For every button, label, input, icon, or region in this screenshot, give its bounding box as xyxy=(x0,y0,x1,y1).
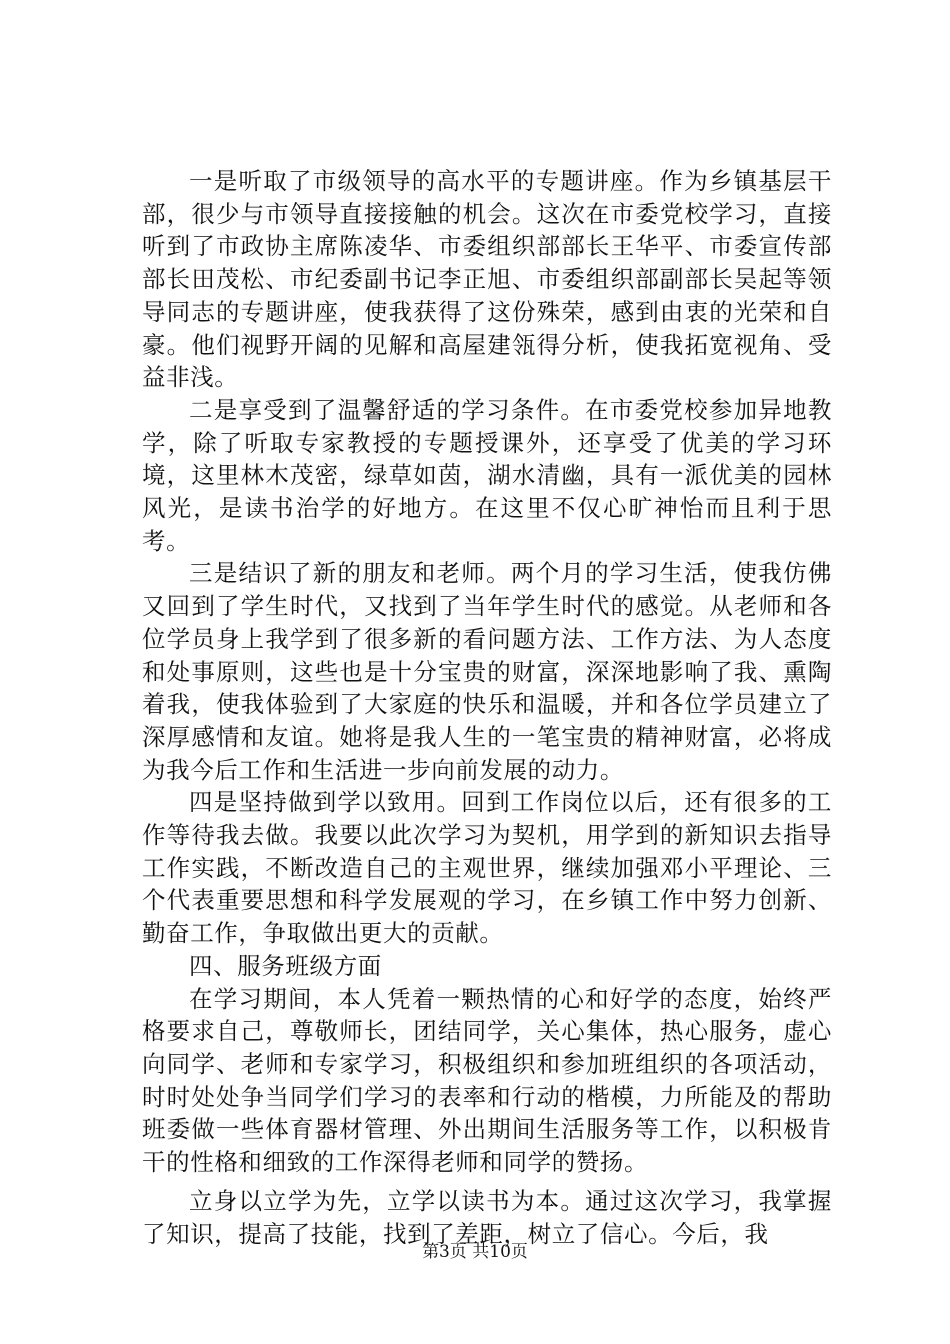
paragraph-conclusion: 立身以立学为先，立学以读书为本。通过这次学习，我掌握了知识，提高了技能，找到了差距，树立了信心。今后，我 xyxy=(142,1186,832,1248)
paragraph-class-service: 在学习期间，本人凭着一颗热情的心和好学的态度，始终严格要求自己，尊敬师长，团结同学，关心集体，热心服务，虚心向同学、老师和专家学习，积极组织和参加班组织的各项活动，时时处处争当同学们学习的表率和行动的楷模，力所能及的帮助班委做一些体育器材管理、外出期间生活服务等工作，以积极肯干的性格和细致的工作深得老师和同学的赞扬。 xyxy=(142,984,832,1177)
paragraph-friends-teachers: 三是结识了新的朋友和老师。两个月的学习生活，使我仿佛又回到了学生时代，又找到了当年学生时代的感觉。从老师和各位学员身上我学到了很多新的看问题方法、工作方法、为人态度和处事原则，这些也是十分宝贵的财富，深深地影响了我、熏陶着我，使我体验到了大家庭的快乐和温暖，并和各位学员建立了深厚感情和友谊。她将是我人生的一笔宝贵的精神财富，必将成为我今后工作和生活进一步向前发展的动力。 xyxy=(142,559,832,784)
paragraph-study-conditions: 二是享受到了温馨舒适的学习条件。在市委党校参加异地教学，除了听取专家教授的专题授课外，还享受了优美的学习环境，这里林木茂密，绿草如茵，湖水清幽，具有一派优美的园林风光，是读书治学的好地方。在这里不仅心旷神怡而且利于思考。 xyxy=(142,395,832,555)
document-body xyxy=(142,165,832,1250)
section-heading-class-service: 四、服务班级方面 xyxy=(189,951,382,980)
paragraph-apply-learning: 四是坚持做到学以致用。回到工作岗位以后，还有很多的工作等待我去做。我要以此次学习为契机，用学到的新知识去指导工作实践，不断改造自己的主观世界，继续加强邓小平理论、三个代表重要思想和科学发展观的学习，在乡镇工作中努力创新、勤奋工作，争取做出更大的贡献。 xyxy=(142,788,832,948)
page-number-footer: 第3页 共10页 xyxy=(422,1242,528,1262)
paragraph-lecture: 一是听取了市级领导的高水平的专题讲座。作为乡镇基层干部，很少与市领导直接接触的机会。这次在市委党校学习，直接听到了市政协主席陈凌华、市委组织部部长王华平、市委宣传部部长田茂松、市纪委副书记李正旭、市委组织部副部长吴起等领导同志的专题讲座，使我获得了这份殊荣，感到由衷的光荣和自豪。他们视野开阔的见解和高屋建瓴得分析，使我拓宽视角、受益非浅。 xyxy=(142,167,832,392)
